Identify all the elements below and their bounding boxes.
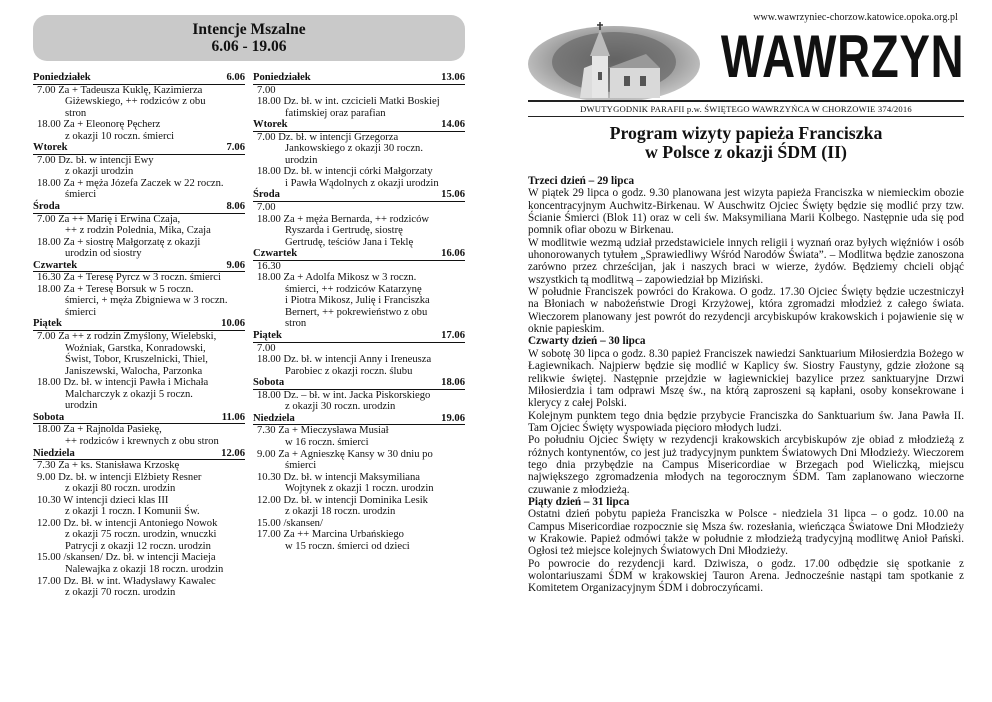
intention-entry xyxy=(253,354,465,377)
day-header xyxy=(253,72,465,85)
day-name: Wtorek xyxy=(33,142,68,154)
intention-text: 7.00 xyxy=(257,202,276,214)
intention-entry xyxy=(33,155,245,178)
day-date: 9.06 xyxy=(226,259,245,271)
intention-continuation: ++ rodziców i krewnych z obu stron xyxy=(65,435,219,447)
intention-entry xyxy=(253,166,465,189)
day-header xyxy=(33,201,245,214)
intention-entry xyxy=(33,377,245,412)
intention-entry xyxy=(253,272,465,330)
intention-entry xyxy=(33,424,245,447)
section-heading: Trzeci dzień – 29 lipca xyxy=(528,175,635,187)
article-title xyxy=(528,124,964,162)
intention-continuation: urodzin xyxy=(65,400,98,412)
intention-entry xyxy=(33,237,245,260)
intentions-title: Intencje Mszalne xyxy=(192,21,306,38)
intention-continuation: Bernert, ++ pokrewieństwo z obu xyxy=(285,306,428,318)
intention-text: 18.00 Dz. – bł. w int. Jacka Piskorskiego xyxy=(257,389,431,401)
intention-continuation: śmierci xyxy=(65,306,97,318)
intentions-date-range: 6.06 - 19.06 xyxy=(211,38,287,55)
day-header xyxy=(33,318,245,331)
day-date: 19.06 xyxy=(441,412,465,424)
intention-continuation: urodzin xyxy=(285,154,318,166)
day-name: Piątek xyxy=(253,330,282,342)
intention-continuation: śmierci xyxy=(65,189,97,201)
intention-continuation: Malcharczyk z okazji 5 roczn. xyxy=(65,388,193,400)
article-paragraph: Ostatni dzień pobytu papieża Franciszka w Polsce - niedziela 31 lipca – o godz. 10.00 na Campus Misericordiae rozpocznie się Msza św. rozesłania, wieńcząca Światowe Dni Młodzieży w Krakowie. Papież odmówi także w południe z młodzieżą tradycyjną modlitwę Anioł Pański. Ogłosi też miejsce kolejnych Światowych Dni Młodzieży. xyxy=(528,508,964,558)
day-name: Poniedziałek xyxy=(253,72,311,83)
intention-text: 18.00 Za + męża Bernarda, ++ rodziców xyxy=(257,213,430,225)
intention-continuation: i Pawła Wądolnych z okazji urodzin xyxy=(285,177,439,189)
day-name: Czwartek xyxy=(253,248,298,260)
day-header xyxy=(253,377,465,390)
intention-continuation: śmierci, ++ rodziców Katarzynę xyxy=(285,283,422,295)
intention-continuation: z okazji 80 roczn. urodzin xyxy=(65,483,176,495)
day-date: 10.06 xyxy=(221,318,245,330)
intention-entry xyxy=(33,178,245,201)
intention-continuation: Giżewskiego, ++ rodziców z obu xyxy=(65,96,206,108)
intention-entry xyxy=(33,214,245,237)
intention-continuation: fatimskiej oraz parafian xyxy=(285,107,386,119)
intention-text: 7.00 Za ++ Marię i Erwina Czaja, xyxy=(37,213,181,225)
intention-entry xyxy=(253,425,465,448)
intention-text: 18.00 Dz. bł. w int. czcicieli Matki Boskiej xyxy=(257,96,440,108)
intention-continuation: z okazji 10 roczn. śmierci xyxy=(65,130,175,142)
article-paragraph: Po południu Ojciec Święty w rezydencji krakowskich arcybiskupów zje obiad z młodzieżą z różnych kontynentów, co jest już tradycyjnym punktem Światowych Dni Młodzieży. Wieczorem tego dnia przybędzie na Campus Misericordiae w Brzegach pod Wieliczką, miejscu największego zgromadzenia młodych na tegorocznym ŚDM. Tam zaplanowano wieczorne czuwanie z młodzieżą. xyxy=(528,434,964,496)
intention-entry xyxy=(253,390,465,413)
intention-entry xyxy=(253,85,465,97)
article-paragraph: W piątek 29 lipca o godz. 9.30 planowana jest wizyta papieża Franciszka w niemieckim obozie koncentracyjnym Auchwitz-Birkenau. W Auschwitz Ojciec Święty będzie się modlić przy tzw. Ścianie Śmierci (Blok 11) oraz w celi św. Maksymiliana Marii Kolbego. Następnie uda się pod pomnik ofiar obozu w Birkenau. xyxy=(528,187,964,237)
article-paragraph: Kolejnym punktem tego dnia będzie przybycie Franciszka do Sanktuarium św. Jana Pawła II. Tam Ojciec Święty wyspowiada pięcioro młodych ludzi. xyxy=(528,409,964,434)
intention-entry xyxy=(33,495,245,518)
day-name: Środa xyxy=(33,201,60,213)
intention-continuation: Wojtynek z okazji 1 roczn. urodzin xyxy=(285,483,434,495)
article-body xyxy=(528,175,964,595)
intention-text: 7.00 Dz. bł. w intencji Grzegorza xyxy=(257,131,399,143)
section-heading: Czwarty dzień – 30 lipca xyxy=(528,335,646,348)
intention-text: 18.00 Za + Rajnolda Pasiekę, xyxy=(37,424,162,436)
intention-text: 9.00 Za + Agnieszkę Kansy w 30 dniu po xyxy=(257,448,433,460)
intention-text: 10.30 Dz. bł. w intencji Maksymiliana xyxy=(257,471,420,483)
day-date: 18.06 xyxy=(441,377,465,389)
intention-entry xyxy=(253,214,465,249)
intention-text: 18.00 Dz. bł. w intencji Anny i Ireneusza xyxy=(257,354,432,366)
day-name: Czwartek xyxy=(33,259,78,271)
day-date: 15.06 xyxy=(441,189,465,201)
article-paragraph: Po powrocie do rezydencji kard. Dziwisza, o godz. 17.00 odbędzie się spotkanie z wolontariuszami ŚDM w krakowskiej Tauron Arena. Jednocześnie nastąpi tam spotkanie z Komitetem Organizacyjnym ŚDM i dobroczyńcami. xyxy=(528,557,964,595)
intention-entry xyxy=(253,202,465,214)
intention-continuation: w 16 roczn. śmierci xyxy=(285,436,369,448)
intentions-column-2 xyxy=(253,72,465,599)
intention-text: 7.00 xyxy=(257,84,276,96)
intentions-columns xyxy=(33,72,465,599)
day-name: Niedziela xyxy=(253,412,295,424)
intention-continuation: z okazji 70 roczn. urodzin xyxy=(65,587,176,599)
intention-continuation: Ryszarda i Gertrudę, siostrę xyxy=(285,225,403,237)
intention-entry xyxy=(253,132,465,167)
intention-continuation: ++ z rodzin Polednia, Mika, Czaja xyxy=(65,225,211,237)
intention-continuation: z okazji urodzin xyxy=(65,166,134,178)
day-name: Poniedziałek xyxy=(33,72,91,83)
intention-text: 18.00 Za + męża Józefa Zaczek w 22 roczn. xyxy=(37,177,224,189)
article-paragraph: W południe Franciszek powróci do Krakowa. O godz. 17.30 Ojciec Święty będzie uczestniczył na Błoniach w nabożeństwie Drogi Krzyżowej, która zgromadzi młodzież z całego świata. Wieczorem planowany jest powrót do rezydencji arcybiskupów krakowskich i pojawienie się w oknie papieskim. xyxy=(528,286,964,336)
parish-website-url: www.wawrzyniec-chorzow.katowice.opoka.org.pl xyxy=(753,12,958,23)
intention-entry xyxy=(33,472,245,495)
mass-intentions-page xyxy=(33,15,465,599)
day-header xyxy=(33,260,245,273)
intention-continuation: i Piotra Mikosz, Julię i Franciszka xyxy=(285,295,430,307)
intention-text: 17.00 Za ++ Marcina Urbańskiego xyxy=(257,529,404,541)
intention-continuation: Parobiec z okazji roczn. ślubu xyxy=(285,365,413,377)
day-header xyxy=(253,189,465,202)
intention-continuation: Jankowskiego z okazji 30 roczn. xyxy=(285,143,423,155)
article-title-line-2: w Polsce z okazji ŚDM (II) xyxy=(645,142,847,162)
day-header xyxy=(33,412,245,425)
intention-entry xyxy=(33,460,245,472)
intention-entry xyxy=(253,343,465,355)
intention-entry xyxy=(33,272,245,284)
intention-text: 18.00 Za + Teresę Borsuk w 5 roczn. xyxy=(37,283,194,295)
intention-continuation: stron xyxy=(285,318,307,330)
article-paragraph: W modlitwie wezmą udział przedstawiciele innych religii i wyznań oraz byłych więźniów i osób uhonorowanych tytułem „Sprawiedliwy Wśród Narodów Świata”. – Modlitwa będzie zanoszona zarówno przez chrześcijan, jak i naszych braci w wierze, żydów. Będziemy chcieli objąć wszystkich tą modlitwą – zapowiedział bp Miziński. xyxy=(528,236,964,286)
day-date: 8.06 xyxy=(226,201,245,213)
day-date: 14.06 xyxy=(441,119,465,131)
intention-entry xyxy=(33,576,245,599)
intention-text: 17.00 Dz. Bł. w int. Władysławy Kawalec xyxy=(37,575,216,587)
day-name: Piątek xyxy=(33,318,62,330)
intention-text: 18.00 Za + siostrę Małgorzatę z okazji xyxy=(37,236,201,248)
day-date: 13.06 xyxy=(441,72,465,83)
newsletter-subtitle: DWUTYGODNIK PARAFII p.w. ŚWIĘTEGO WAWRZYŃCA W CHORZOWIE 374/2016 xyxy=(528,100,964,117)
day-name: Środa xyxy=(253,189,280,201)
intention-text: 15.00 /skansen/ xyxy=(257,517,323,529)
intention-text: 16.30 xyxy=(257,260,281,272)
intention-text: 18.00 Za + Eleonorę Pęcherz xyxy=(37,119,161,131)
intention-entry xyxy=(253,495,465,518)
day-header xyxy=(253,330,465,343)
intention-continuation: z okazji 1 roczn. I Komunii Św. xyxy=(65,506,200,518)
intentions-column-1 xyxy=(33,72,245,599)
intention-continuation: Świst, Tobor, Kruszelnicki, Thiel, xyxy=(65,354,208,366)
intention-continuation: śmierci xyxy=(285,460,317,472)
intention-text: 7.00 Dz. bł. w intencji Ewy xyxy=(37,154,154,166)
section-heading: Piąty dzień – 31 lipca xyxy=(528,495,630,508)
intention-entry xyxy=(253,518,465,530)
intention-entry xyxy=(33,85,245,120)
day-name: Wtorek xyxy=(253,119,288,131)
intention-text: 7.30 Za + Mieczysława Musiał xyxy=(257,425,389,437)
intention-continuation: Woźniak, Garstka, Konradowski, xyxy=(65,342,206,354)
intention-text: 12.00 Dz. bł. w intencji Dominika Lesik xyxy=(257,494,428,506)
intention-text: 9.00 Dz. bł. w intencji Elżbiety Resner xyxy=(37,471,202,483)
day-header xyxy=(33,72,245,85)
intentions-title-box xyxy=(33,15,465,61)
day-date: 17.06 xyxy=(441,330,465,342)
day-date: 6.06 xyxy=(226,72,245,83)
intention-continuation: z okazji 30 roczn. urodzin xyxy=(285,401,396,413)
intention-continuation: Patrycji z okazji 12 roczn. urodzin xyxy=(65,540,211,552)
day-date: 12.06 xyxy=(221,447,245,459)
day-name: Sobota xyxy=(33,411,65,423)
intention-entry xyxy=(253,96,465,119)
intention-text: 7.30 Za + ks. Stanisława Krzoskę xyxy=(37,460,180,472)
intention-entry xyxy=(33,331,245,377)
intention-continuation: Gertrudę, teściów Jana i Teklę xyxy=(285,236,414,248)
day-header xyxy=(33,142,245,155)
intention-entry xyxy=(33,119,245,142)
day-header xyxy=(253,413,465,426)
article-paragraph: W sobotę 30 lipca o godz. 8.30 papież Franciszek nawiedzi Sanktuarium Miłosierdzia Bożego w Łagiewnikach. Najpierw będzie się modlić w Kaplicy św. Siostry Faustyny, gdzie złożone są relikwie świętej. Następnie przejdzie w łagiewnickiej bazylice przez sanktuaryjne Drzwi Miłosierdzia i tam odprawi Mszę św., na którą zaproszeni są kapłani, osoby konsekrowane i klerycy z całej Polski. xyxy=(528,347,964,410)
day-header xyxy=(253,248,465,261)
intention-continuation: Janiszewski, Walocha, Parzonka xyxy=(65,365,203,377)
day-date: 7.06 xyxy=(226,142,245,154)
intention-entry xyxy=(253,472,465,495)
intention-entry xyxy=(253,261,465,273)
intention-continuation: z okazji 18 roczn. urodzin xyxy=(285,506,396,518)
day-name: Niedziela xyxy=(33,447,75,459)
article-page xyxy=(528,12,964,595)
church-illustration-icon xyxy=(528,16,708,100)
intention-text: 18.00 Za + Adolfa Mikosz w 3 roczn. xyxy=(257,272,417,284)
day-date: 11.06 xyxy=(221,411,245,423)
masthead xyxy=(528,12,964,114)
intention-continuation: z okazji 75 roczn. urodzin, wnuczki xyxy=(65,529,217,541)
day-name: Sobota xyxy=(253,377,285,389)
intention-entry xyxy=(253,449,465,472)
intention-text: 7.00 Za + Tadeusza Kuklę, Kazimierza xyxy=(37,84,203,96)
intention-continuation: urodzin od siostry xyxy=(65,248,142,260)
newsletter-logo: WAWRZYN xyxy=(720,23,964,90)
intention-entry xyxy=(33,552,245,575)
intention-text: 10.30 W intencji dzieci klas III xyxy=(37,494,169,506)
intention-text: 18.00 Dz. bł. w intencji córki Małgorzaty xyxy=(257,166,433,178)
intention-text: 16.30 Za + Teresę Pyrcz w 3 roczn. śmierci xyxy=(37,272,221,284)
intention-text: 18.00 Dz. bł. w intencji Pawła i Michała xyxy=(37,377,209,389)
day-header xyxy=(253,119,465,132)
intention-text: 7.00 Za ++ z rodzin Zmyślony, Wielebski, xyxy=(37,331,217,343)
intention-continuation: stron xyxy=(65,107,87,119)
intention-continuation: w 15 roczn. śmierci od dzieci xyxy=(285,540,410,552)
intention-entry xyxy=(253,529,465,552)
intention-text: 7.00 xyxy=(257,342,276,354)
intention-text: 12.00 Dz. bł. w intencji Antoniego Nowok xyxy=(37,517,218,529)
day-header xyxy=(33,448,245,461)
intention-continuation: Nalewajka z okazji 18 roczn. urodzin xyxy=(65,563,224,575)
day-date: 16.06 xyxy=(441,248,465,260)
intention-text: 15.00 /skansen/ Dz. bł. w intencji Macieja xyxy=(37,552,216,564)
intention-continuation: śmierci, + męża Zbigniewa w 3 roczn. xyxy=(65,295,228,307)
intention-entry xyxy=(33,518,245,553)
intention-entry xyxy=(33,284,245,319)
article-title-line-1: Program wizyty papieża Franciszka xyxy=(609,123,883,143)
